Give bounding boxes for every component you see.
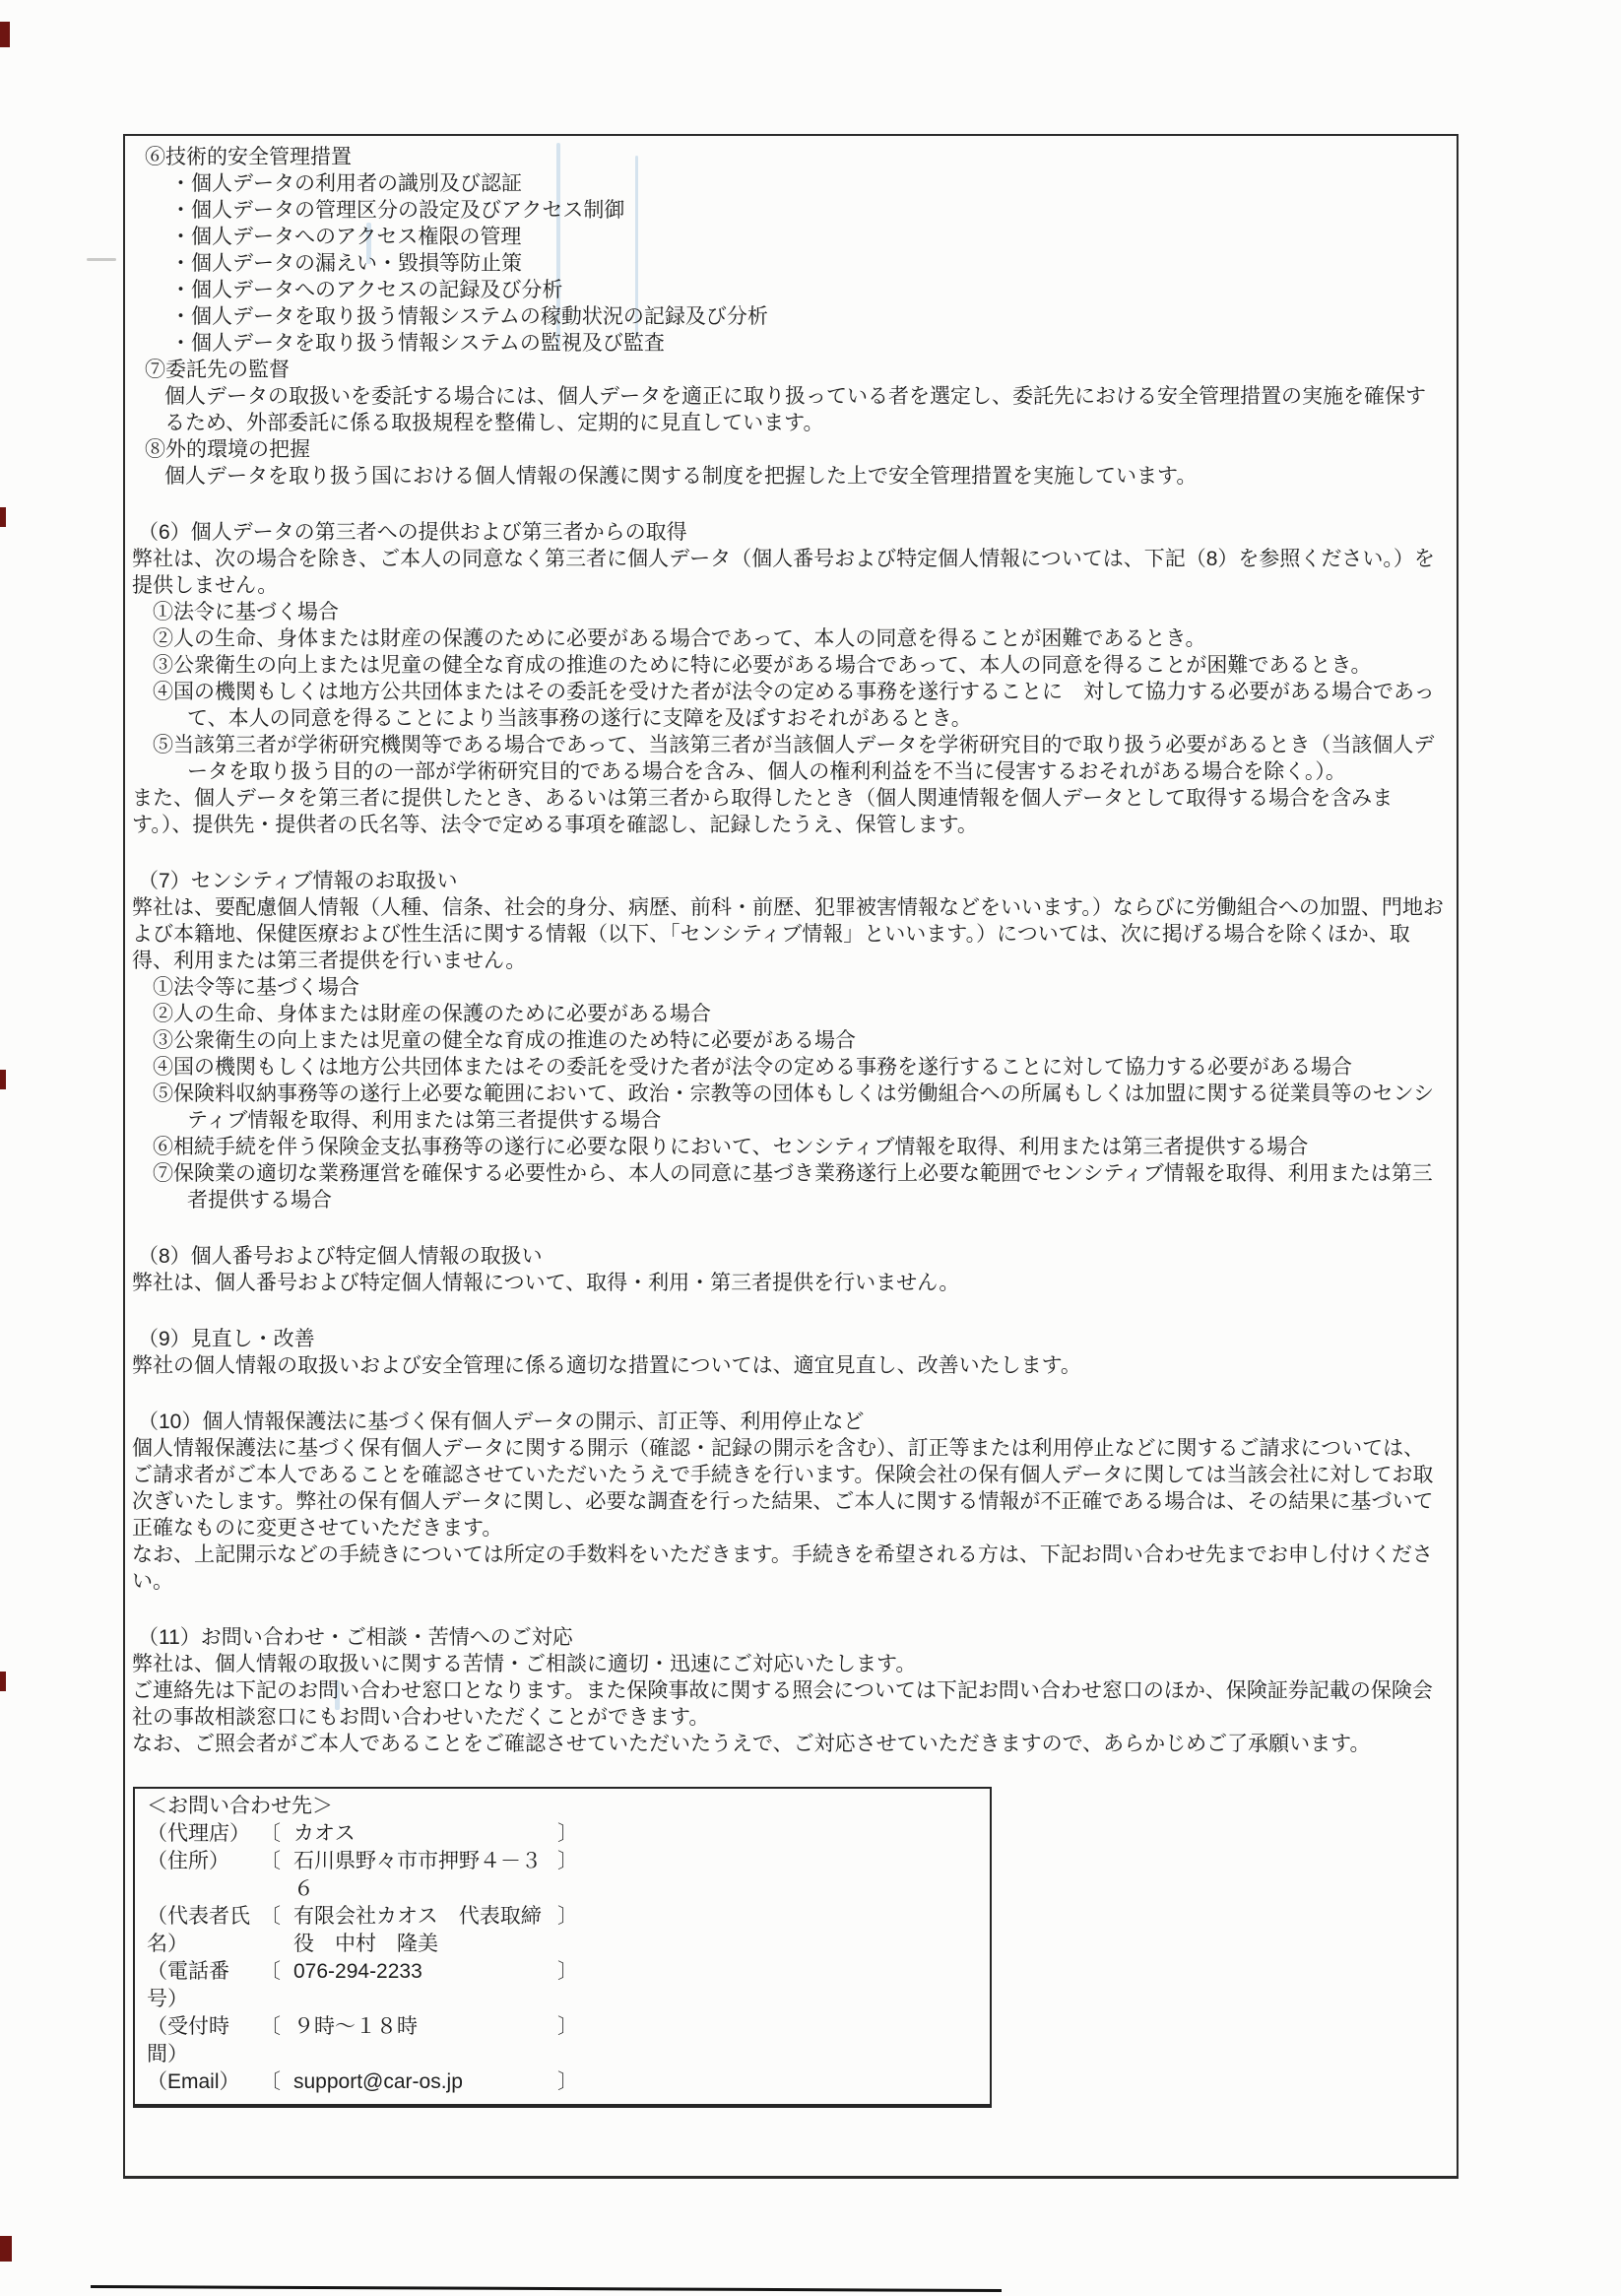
contact-row-label: （代理店） [147,1822,250,1845]
scan-artifact-red-mark [0,507,6,527]
text-block-para-2: 個人データを取り扱う国における個人情報の保護に関する制度を把握した上で安全管理措置を実施しています。 [164,465,1198,488]
text-block-para-2: 個人データの取扱いを委託する場合には、個人データを適正に取り扱っている者を選定し、委託先における安全管理措置の実施を確保するため、外部委託に係る取扱規程を整備し、定期的に見直しています。 [164,385,1426,434]
contact-row-label: （代表者氏名） [147,1905,250,1955]
scan-artifact-red-mark [0,22,10,47]
close-bracket: 〕 [557,2070,578,2093]
text-block-para-1: 弊社は、要配慮個人情報（人種、信条、社会的身分、病歴、前科・前歴、犯罪被害情報などをいいます。）ならびに労働組合への加盟、門地および本籍地、保健医療および性生活に関する情報（以下、「センシティブ情報」といいます。）については、次に掲げる場合を除くほか、取得、利用または第三者提供を行いません。 [132,896,1444,972]
text-block-para-1: なお、ご照会者がご本人であることをご確認させていただいたうえで、ご対応させていただきますので、あらかじめご了承願います。 [132,1733,1371,1755]
text-block-item: ①法令等に基づく場合 [153,976,359,999]
contact-row-label: （電話番号） [147,1960,229,2010]
contact-row [147,1848,980,1903]
contact-row-value: 有限会社カオス 代表取締役 中村 隆美 [293,1905,542,1955]
text-block-para-1: 弊社は、個人情報の取扱いに関する苦情・ご相談に適切・迅速にご対応いたします。 [132,1653,917,1675]
text-block-item: ⑤当該第三者が学術研究機関等である場合であって、当該第三者が当該個人データを学術研究目的で取り扱う必要があるとき（当該個人データを取り扱う目的の一部が学術研究目的である場合を含み、個人の権利利益を不当に侵害するおそれがある場合を除く。）。 [153,734,1435,783]
scan-artifact-red-mark [0,1070,6,1089]
contact-row-label: （受付時間） [147,2015,229,2066]
text-block-bullet: ・個人データへのアクセス権限の管理 [170,226,522,248]
contact-row-value: 076-294-2233 [293,1960,422,1983]
text-block-item: ⑦保険業の適切な業務運営を確保する必要性から、本人の同意に基づき業務遂行上必要な範囲でセンシティブ情報を取得、利用または第三者提供する場合 [153,1162,1433,1212]
contact-row [147,1958,980,2013]
text-block-item: ③公衆衛生の向上または児童の健全な育成の推進のために特に必要がある場合であって、本人の同意を得ることが困難であるとき。 [153,654,1372,677]
contact-row [147,1820,980,1848]
contact-row-value: ９時～１８時 [293,2015,418,2038]
document-page-frame [123,134,1459,2179]
text-block-para-1: なお、上記開示などの手続きについては所定の手数料をいただきます。手続きを希望される方は、下記お問い合わせ先までお申し付けください。 [132,1543,1433,1593]
text-block-bullet: ・個人データを取り扱う情報システムの稼動状況の記録及び分析 [170,305,768,328]
contact-row [147,2013,980,2068]
text-block-item: ②人の生命、身体または財産の保護のために必要がある場合 [153,1003,711,1025]
text-block-sec-head: （11）お問い合わせ・ご相談・苦情へのご対応 [138,1626,573,1649]
text-block-para-1: ご連絡先は下記のお問い合わせ窓口となります。また保険事故に関する照会については下記お問い合わせ窓口のほか、保険証券記載の保険会社の事故相談窓口にもお問い合わせいただくことができます。 [132,1679,1433,1729]
close-bracket: 〕 [557,2015,578,2038]
text-block-bullet: ・個人データを取り扱う情報システムの監視及び監査 [170,332,665,355]
text-block-para-1: 個人情報保護法に基づく保有個人データに関する開示（確認・記録の開示を含む）、訂正等または利用停止などに関するご請求については、ご請求者がご本人であることを確認させていただいたうえで手続きを行います。保険会社の保有個人データに関しては当該会社に対してお取次ぎいたします。弊社の保有個人データに関し、必要な調査を行った結果、ご本人に関する情報が不正確である場合は、その結果に基づいて正確なものに変更させていただきます。 [132,1437,1434,1540]
contact-row-label: （Email） [147,2070,240,2093]
text-block-sec-head: （7）センシティブ情報のお取扱い [138,870,458,892]
contact-info-box [133,1787,992,2108]
text-block-h-num: ⑦委託先の監督 [145,359,290,381]
text-block-para-1: 弊社は、次の場合を除き、ご本人の同意なく第三者に個人データ（個人番号および特定個人情報については、下記（8）を参照ください。）を提供しません。 [132,548,1435,597]
open-bracket: 〔 [260,1822,281,1845]
text-block-item: ⑤保険料収納事務等の遂行上必要な範囲において、政治・宗教等の団体もしくは労働組合への所属もしくは加盟に関する従業員等のセンシティブ情報を取得、利用または第三者提供する場合 [153,1082,1435,1132]
close-bracket: 〕 [557,1905,578,1928]
contact-row-value: カオス [293,1822,356,1845]
text-block-sec-head: （8）個人番号および特定個人情報の取扱い [138,1245,543,1268]
open-bracket: 〔 [260,2070,281,2093]
text-block-item: ⑥相続手続を伴う保険金支払事務等の遂行に必要な限りにおいて、センシティブ情報を取得、利用または第三者提供する場合 [153,1136,1309,1158]
text-block-item: ②人の生命、身体または財産の保護のために必要がある場合であって、本人の同意を得ることが困難であるとき。 [153,627,1206,650]
text-block-bullet: ・個人データの漏えい・毀損等防止策 [170,252,522,275]
text-block-bullet: ・個人データの管理区分の設定及びアクセス制御 [170,199,625,222]
contact-rows [147,1820,980,2096]
contact-box-title: ＜お問い合わせ先＞ [147,1795,333,1817]
scan-artifact-page-edge-line [91,2285,1002,2292]
open-bracket: 〔 [260,1850,281,1872]
scan-artifact-pencil-dash [87,258,116,261]
close-bracket: 〕 [557,1822,578,1845]
close-bracket: 〕 [557,1850,578,1872]
text-block-para-1: 弊社の個人情報の取扱いおよび安全管理に係る適切な措置については、適宜見直し、改善いたします。 [132,1354,1081,1377]
scan-artifact-red-mark [0,2236,12,2262]
open-bracket: 〔 [260,1960,281,1983]
open-bracket: 〔 [260,2015,281,2038]
contact-row-value: support@car-os.jp [293,2070,463,2093]
text-block-item: ④国の機関もしくは地方公共団体またはその委託を受けた者が法令の定める事務を遂行することに 対して協力する必要がある場合であって、本人の同意を得ることにより当該事務の遂行に支障を及ぼすおそれがあるとき。 [153,681,1435,730]
contact-row-value: 石川県野々市市押野４－３６ [293,1850,542,1900]
text-block-bullet: ・個人データへのアクセスの記録及び分析 [170,279,563,301]
text-block-bullet: ・個人データの利用者の識別及び認証 [170,172,522,195]
text-block-h-num: ⑧外的環境の把握 [145,438,310,461]
contact-row [147,1903,980,1958]
text-block-item: ④国の機関もしくは地方公共団体またはその委託を受けた者が法令の定める事務を遂行することに対して協力する必要がある場合 [153,1056,1352,1079]
contact-row [147,2068,980,2096]
scan-artifact-red-mark [0,1672,6,1691]
text-block-item: ③公衆衛生の向上または児童の健全な育成の推進のため特に必要がある場合 [153,1029,856,1052]
text-block-sec-head: （6）個人データの第三者への提供および第三者からの取得 [138,521,687,544]
text-block-para-1: 弊社は、個人番号および特定個人情報について、取得・利用・第三者提供を行いません。 [132,1272,960,1294]
text-block-para-1: また、個人データを第三者に提供したとき、あるいは第三者から取得したとき（個人関連情報を個人データとして取得する場合を含みます。）、提供先・提供者の氏名等、法令で定める事項を確認し、記録したうえ、保管します。 [132,787,1394,836]
text-block-h-num: ⑥技術的安全管理措置 [145,146,352,168]
text-block-sec-head: （10）個人情報保護法に基づく保有個人データの開示、訂正等、利用停止など [138,1410,865,1433]
text-block-item: ①法令に基づく場合 [153,601,339,623]
document-text [125,144,1445,1757]
open-bracket: 〔 [260,1905,281,1928]
contact-row-label: （住所） [147,1850,229,1872]
text-block-sec-head: （9）見直し・改善 [138,1328,315,1350]
close-bracket: 〕 [557,1960,578,1983]
